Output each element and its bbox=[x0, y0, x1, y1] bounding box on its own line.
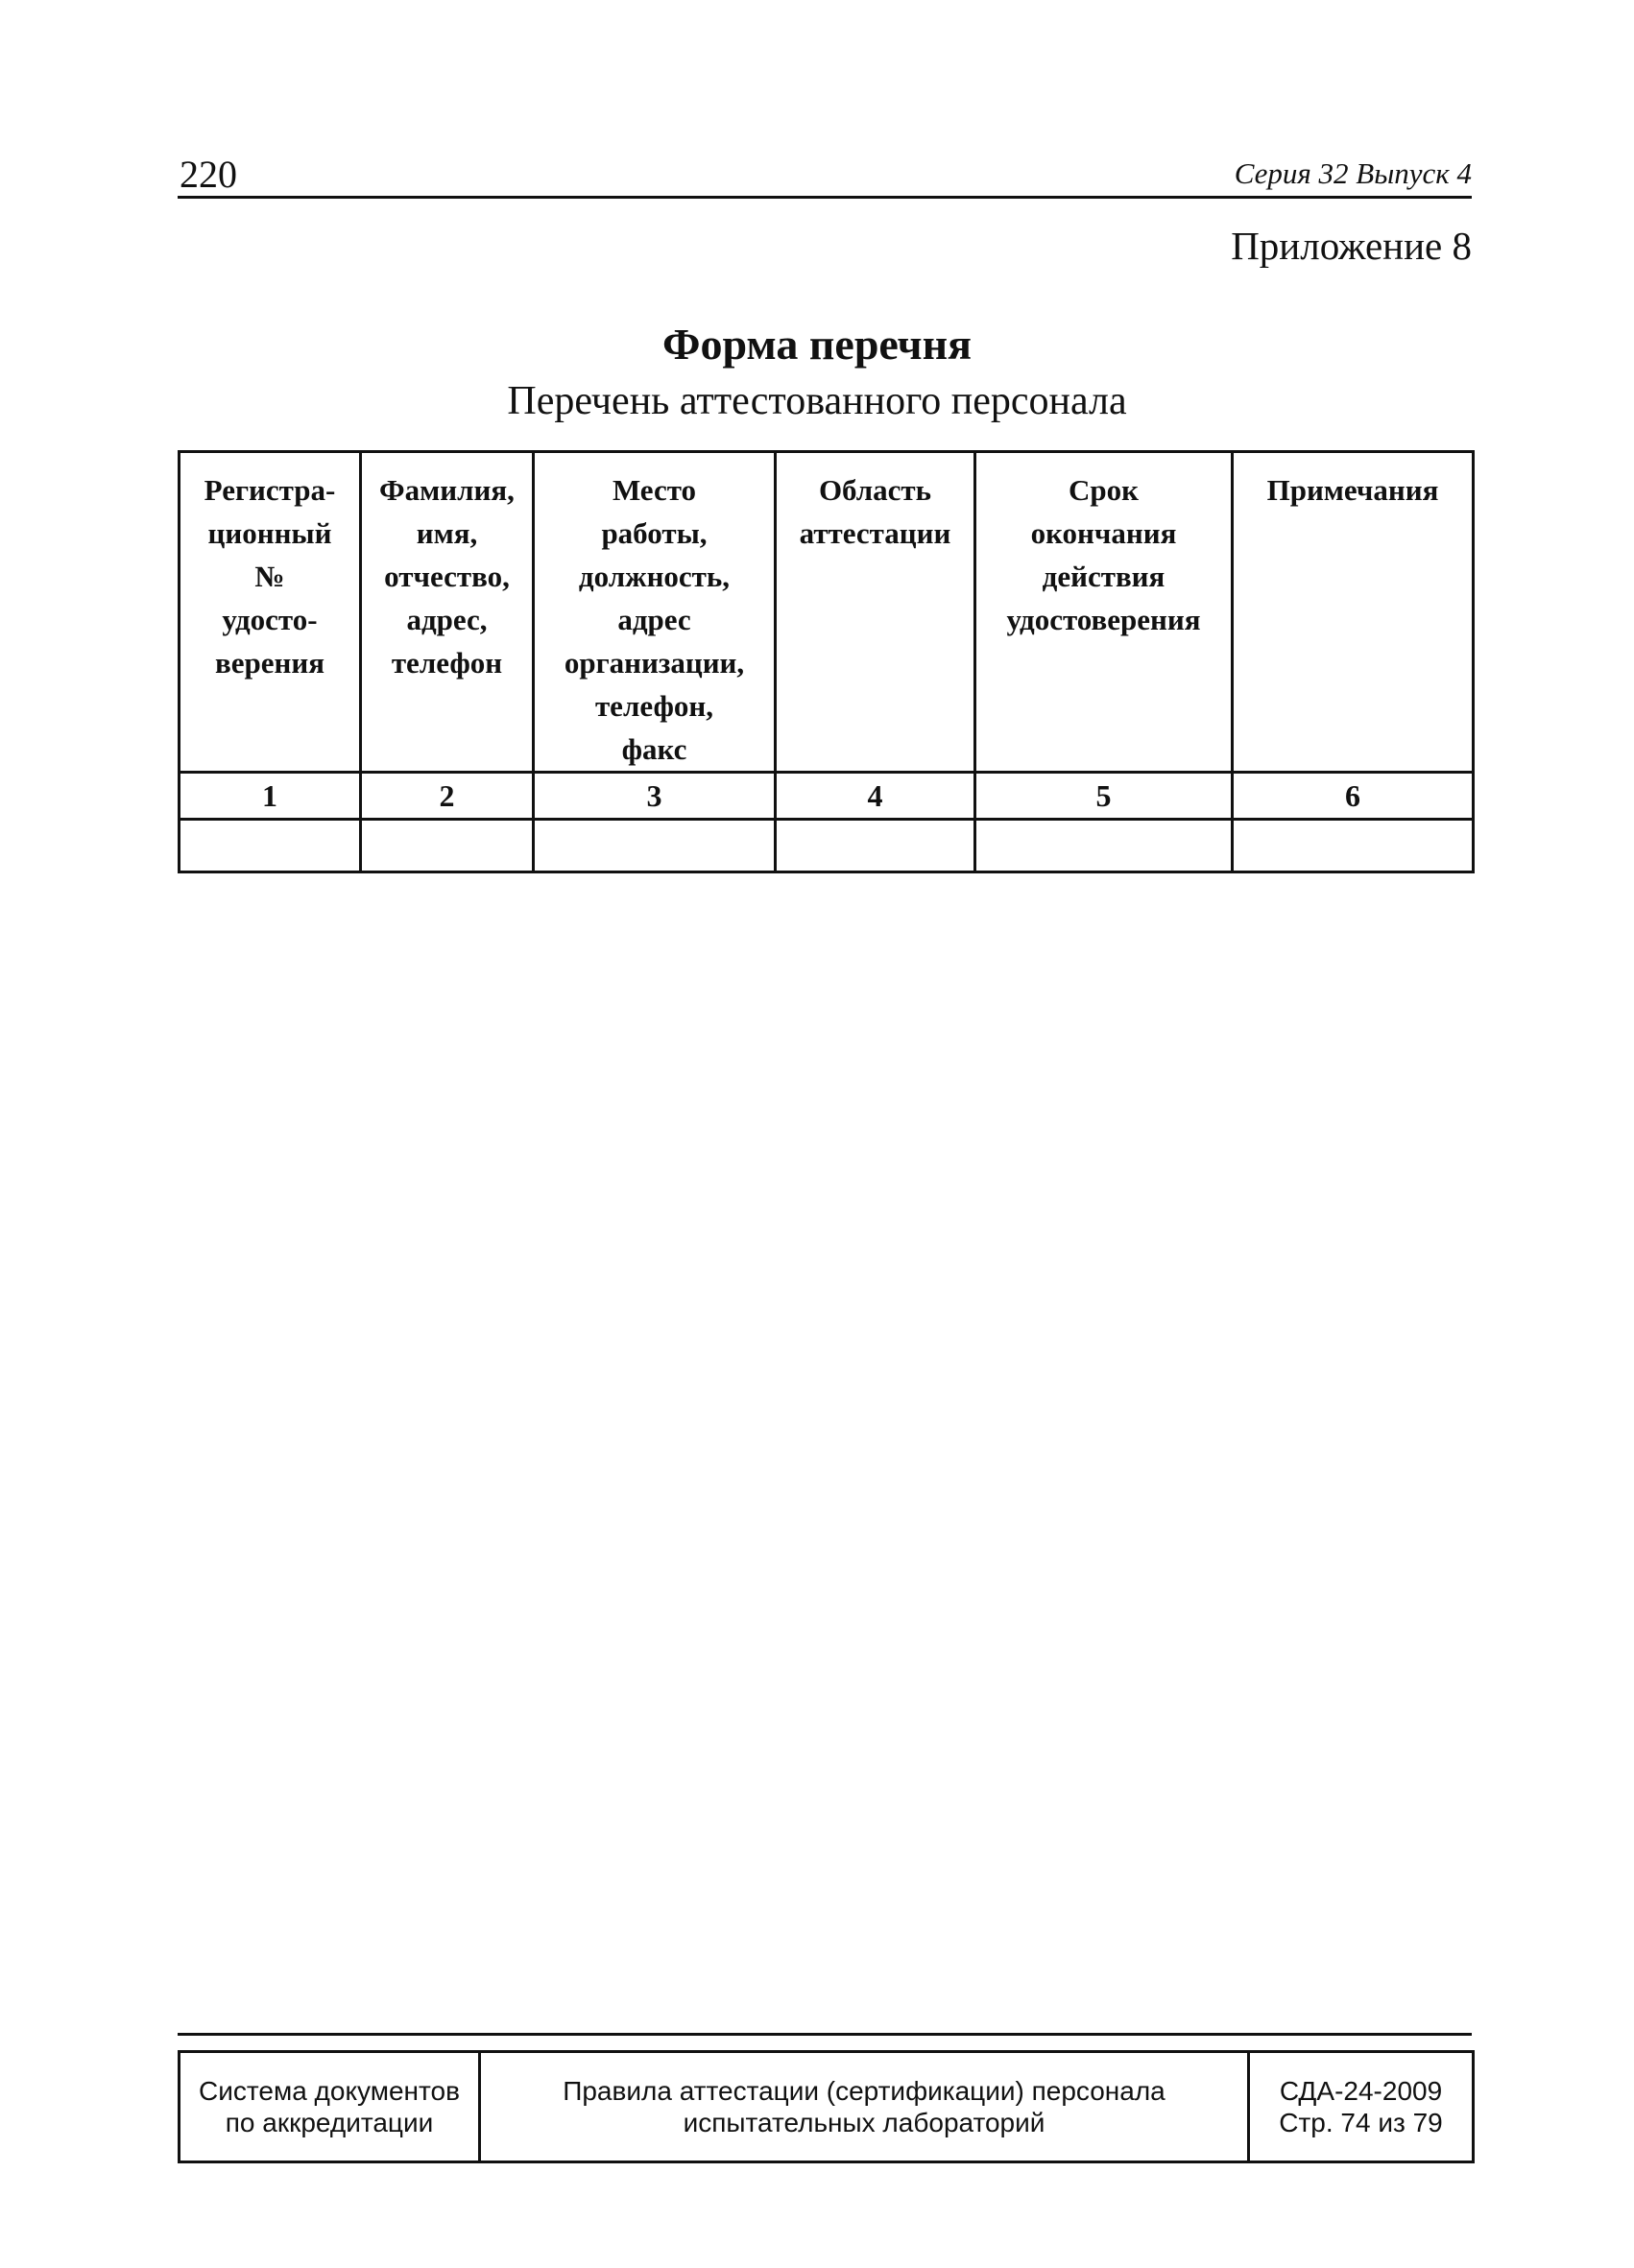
empty-cell bbox=[776, 820, 975, 872]
footer-code-cell bbox=[1249, 2052, 1474, 2162]
header-line: № bbox=[254, 560, 285, 593]
header-line: организации, bbox=[564, 646, 745, 680]
column-number-row bbox=[180, 773, 1474, 820]
column-number: 6 bbox=[1233, 773, 1474, 820]
column-number: 5 bbox=[975, 773, 1233, 820]
header-line: действия bbox=[1042, 560, 1165, 593]
column-header bbox=[1233, 452, 1474, 773]
column-header bbox=[361, 452, 534, 773]
header-line: работы, bbox=[601, 516, 708, 550]
header-line: Место bbox=[612, 473, 697, 507]
footer-line: Правила аттестации (сертификации) персонала bbox=[563, 2076, 1165, 2106]
page-header bbox=[178, 146, 1472, 199]
footer-line: Система документов bbox=[199, 2076, 460, 2106]
column-header bbox=[975, 452, 1233, 773]
column-header bbox=[180, 452, 361, 773]
header-row bbox=[180, 452, 1474, 773]
empty-cell bbox=[361, 820, 534, 872]
header-line: телефон bbox=[391, 646, 503, 680]
header-line: аттестации bbox=[799, 516, 951, 550]
footer-table bbox=[178, 2050, 1475, 2163]
personnel-table bbox=[178, 450, 1475, 873]
empty-row bbox=[180, 820, 1474, 872]
header-line: Примечания bbox=[1266, 473, 1439, 507]
header-line: Область bbox=[818, 473, 932, 507]
form-title: Форма перечня bbox=[661, 320, 973, 369]
column-number: 1 bbox=[180, 773, 361, 820]
header-line: удостоверения bbox=[1006, 603, 1201, 636]
header-line: должность, bbox=[578, 560, 731, 593]
footer-line: Стр. 74 из 79 bbox=[1279, 2108, 1443, 2137]
header-line: окончания bbox=[1030, 516, 1177, 550]
column-number: 4 bbox=[776, 773, 975, 820]
header-line: ционный bbox=[207, 516, 332, 550]
header-line: телефон, bbox=[594, 689, 714, 723]
empty-cell bbox=[1233, 820, 1474, 872]
appendix-label: Приложение 8 bbox=[1231, 224, 1472, 268]
header-line: Регистра- bbox=[204, 473, 336, 507]
footer-line: по аккредитации bbox=[225, 2108, 434, 2137]
column-header bbox=[776, 452, 975, 773]
form-subtitle: Перечень аттестованного персонала bbox=[507, 379, 1127, 423]
header-line: верения bbox=[215, 646, 324, 680]
header-line: отчество, bbox=[384, 560, 510, 593]
footer-rule bbox=[178, 2033, 1472, 2036]
empty-cell bbox=[180, 820, 361, 872]
footer-system-cell bbox=[180, 2052, 480, 2162]
page-number: 220 bbox=[180, 153, 237, 196]
empty-cell bbox=[975, 820, 1233, 872]
header-line: имя, bbox=[416, 516, 478, 550]
header-line: Фамилия, bbox=[379, 473, 515, 507]
column-number: 3 bbox=[534, 773, 776, 820]
header-line: адрес, bbox=[406, 603, 488, 636]
footer-line: испытательных лабораторий bbox=[683, 2108, 1045, 2137]
footer-line: СДА-24-2009 bbox=[1279, 2076, 1443, 2106]
header-line: факс bbox=[621, 732, 687, 766]
header-line: адрес bbox=[617, 603, 691, 636]
header-line: Срок bbox=[1069, 473, 1139, 507]
column-number: 2 bbox=[361, 773, 534, 820]
series-label: Серия 32 Выпуск 4 bbox=[1234, 156, 1472, 190]
column-header bbox=[534, 452, 776, 773]
footer-title-cell bbox=[480, 2052, 1249, 2162]
header-line: удосто- bbox=[222, 603, 318, 636]
empty-cell bbox=[534, 820, 776, 872]
